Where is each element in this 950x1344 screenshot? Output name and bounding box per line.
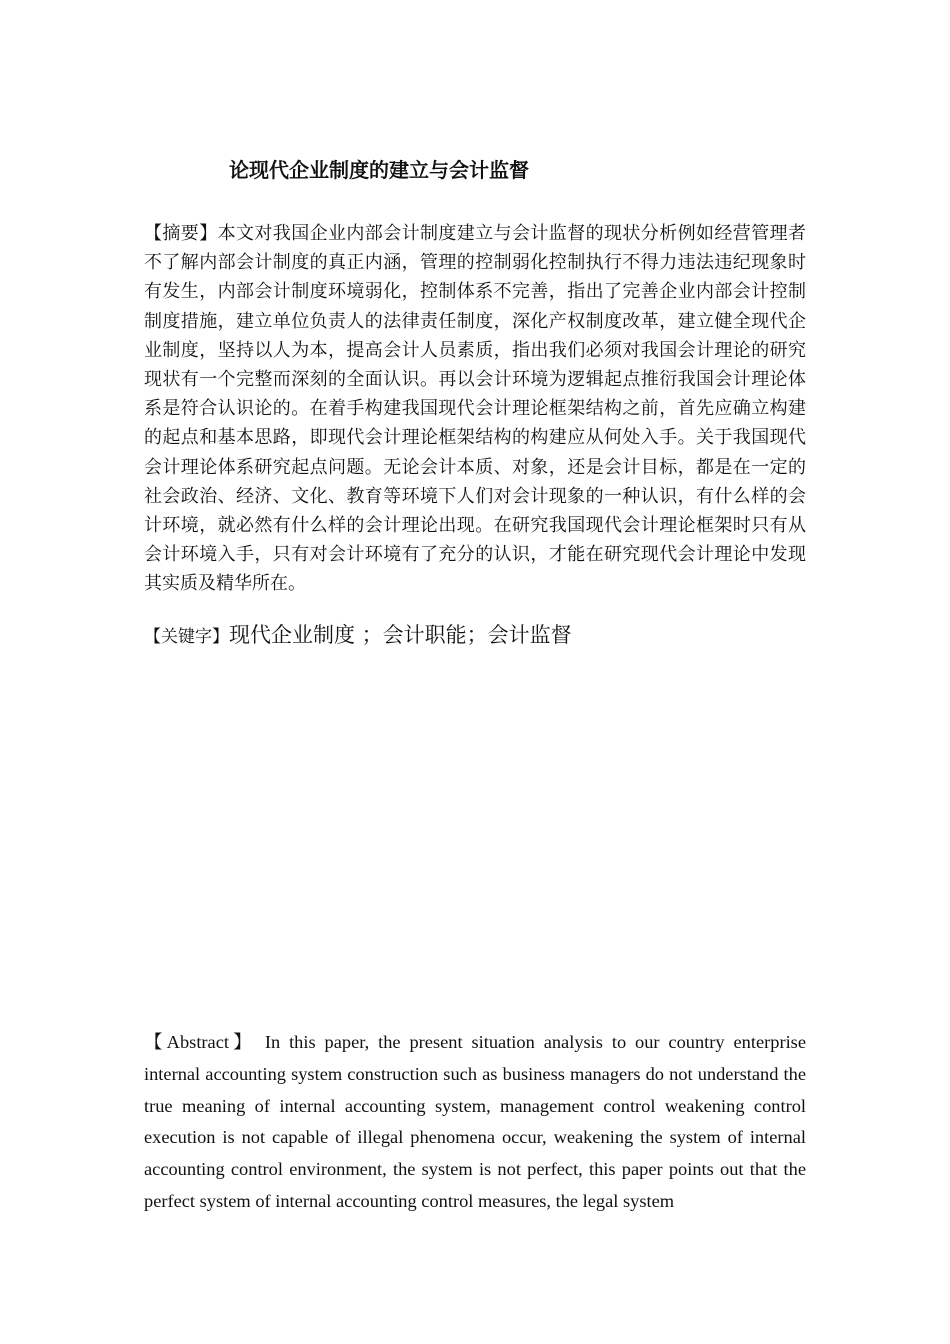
chinese-abstract bbox=[144, 219, 806, 599]
english-abstract-label: 【Abstract】 bbox=[144, 1032, 256, 1052]
english-abstract-text: In this paper, the present situation analysis to our country enterprise internal accounting system construction such as business managers do not understand the true meaning of internal accounting system, management control weakening control execution is not capable of illegal phenomena occur, weakening the system of internal accounting control environment, the system is not perfect, this paper points out that the perfect system of internal accounting control measures, the legal system bbox=[144, 1032, 806, 1211]
english-abstract bbox=[144, 1027, 806, 1218]
chinese-abstract-text: 本文对我国企业内部会计制度建立与会计监督的现状分析例如经营管理者不了解内部会计制度的真正内涵，管理的控制弱化控制执行不得力违法违纪现象时有发生，内部会计制度环境弱化，控制体系不完善，指出了完善企业内部会计控制制度措施，建立单位负责人的法律责任制度，深化产权制度改革，建立健全现代企业制度，坚持以人为本，提高会计人员素质，指出我们必须对我国会计理论的研究现状有一个完整而深刻的全面认识。再以会计环境为逻辑起点推衍我国会计理论体系是符合认识论的。在着手构建我国现代会计理论框架结构之前，首先应确立构建的起点和基本思路，即现代会计理论框架结构的构建应从何处入手。关于我国现代会计理论体系研究起点问题。无论会计本质、对象，还是会计目标，都是在一定的社会政治、经济、文化、教育等环境下人们对会计现象的一种认识，有什么样的会计环境，就必然有什么样的会计理论出现。在研究我国现代会计理论框架时只有从会计环境入手，只有对会计环境有了充分的认识，才能在研究现代会计理论中发现其实质及精华所在。 bbox=[144, 223, 807, 595]
keywords-label: 【关键字】 bbox=[144, 627, 229, 647]
keywords bbox=[144, 620, 806, 652]
keywords-text: 现代企业制度 ；会计职能；会计监督 bbox=[229, 623, 572, 647]
chinese-abstract-label: 【摘要】 bbox=[144, 223, 218, 244]
document-title: 论现代企业制度的建立与会计监督 bbox=[229, 158, 529, 182]
